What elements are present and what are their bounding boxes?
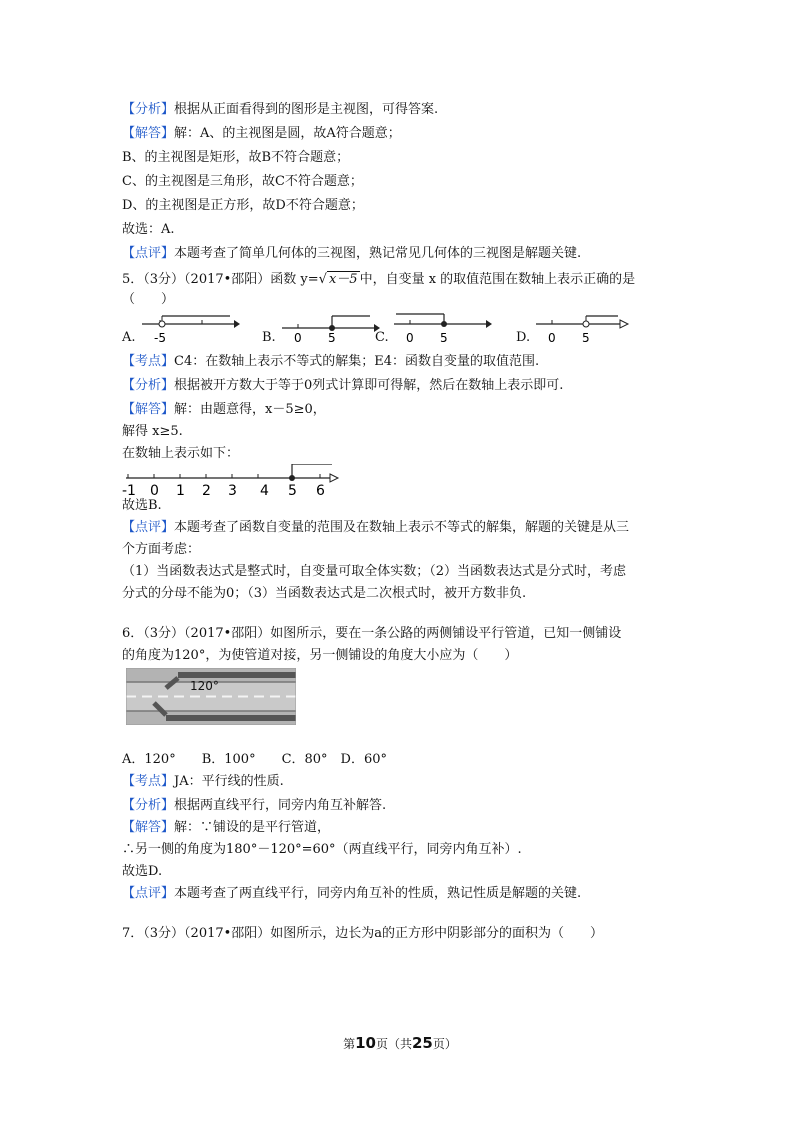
q4-comment: 【点评】本题考查了简单几何体的三视图，熟记常见几何体的三视图是解题关键. (122, 246, 582, 261)
q5-stem-paren: （ ） (122, 292, 175, 307)
page-footer: 第10页（共25页） (343, 1034, 457, 1052)
q6-point: 【考点】JA：平行线的性质. (122, 774, 284, 789)
answer-number-line (118, 464, 348, 500)
q4-solution: 【解答】解：A、的主视图是圆，故A符合题意； (122, 126, 401, 141)
q6-solution: 【解答】解：∵铺设的是平行管道， (122, 820, 331, 835)
road-pipe-photo (126, 668, 296, 725)
q5-solution-line: 在数轴上表示如下： (122, 446, 240, 461)
axis-tick-label: 5 (288, 483, 297, 499)
option-b-label: B. (262, 330, 276, 345)
axis-tick-label: 3 (228, 483, 237, 499)
q5-solution: 【解答】解：由题意得，x－5≥0， (122, 402, 326, 417)
q4-analysis: 【分析】根据从正面看得到的图形是主视图，可得答案. (122, 102, 439, 117)
q4-solution-line: B、的主视图是矩形，故B不符合题意； (122, 150, 350, 165)
q4-answer: 故选：A. (122, 222, 175, 237)
option-c-number-line (392, 308, 492, 346)
option-a-label: A. (122, 330, 136, 345)
tick-label: 5 (582, 331, 590, 345)
analysis-tag: 【分析】 (122, 378, 175, 393)
q5-point: 【考点】C4：在数轴上表示不等式的解集；E4：函数自变量的取值范围. (122, 354, 540, 369)
q7-stem: 7．（3分）（2017•邵阳）如图所示，边长为a的正方形中阴影部分的面积为（ ） (122, 926, 604, 941)
page-total: 25 (412, 1034, 433, 1052)
option-d-label: D. (516, 330, 531, 345)
option-a-number-line (140, 310, 240, 346)
tick-label: -5 (154, 331, 166, 345)
axis-tick-label: 1 (176, 483, 185, 499)
comment-tag: 【点评】 (122, 886, 175, 901)
page-number: 10 (355, 1034, 376, 1052)
option-c-label: C. (375, 330, 389, 345)
angle-label: 120° (190, 679, 219, 693)
tick-label: 5 (440, 331, 448, 345)
tick-label: 0 (294, 331, 302, 345)
q6-options: A．120° B．100° C．80° D．60° (122, 752, 388, 767)
analysis-tag: 【分析】 (122, 102, 175, 117)
axis-tick-label: 6 (316, 483, 325, 499)
tick-label: 0 (406, 331, 414, 345)
q5-stem: 5．（3分）（2017•邵阳）函数 y=√ x－5 中，自变量 x 的取值范围在数轴上表示正确的是 (122, 270, 635, 290)
point-tag: 【考点】 (122, 774, 175, 789)
q6-stem: 6．（3分）（2017•邵阳）如图所示，要在一条公路的两侧铺设平行管道，已知一侧铺设 (122, 626, 622, 641)
solution-tag: 【解答】 (122, 126, 175, 141)
q6-solution-line: ∴另一侧的角度为180°－120°=60°（两直线平行，同旁内角互补）. (122, 842, 522, 857)
tick-label: 5 (328, 331, 336, 345)
point-tag: 【考点】 (122, 354, 175, 369)
q5-answer: 故选B. (122, 498, 162, 513)
q6-stem-line: 的角度为120°，为使管道对接，另一侧铺设的角度大小应为（ ） (122, 648, 518, 663)
axis-tick-label: 4 (260, 483, 269, 499)
q5-comment-line: （1）当函数表达式是整式时，自变量可取全体实数；（2）当函数表达式是分式时，考虑 (122, 564, 627, 579)
axis-tick-label: -1 (122, 483, 136, 499)
solution-tag: 【解答】 (122, 820, 175, 835)
axis-tick-label: 2 (202, 483, 211, 499)
q6-analysis: 【分析】根据两直线平行，同旁内角互补解答. (122, 798, 387, 813)
tick-label: 0 (548, 331, 556, 345)
option-b-number-line (280, 310, 380, 346)
q5-analysis: 【分析】根据被开方数大于等于0列式计算即可得解，然后在数轴上表示即可. (122, 378, 564, 393)
q5-comment-line: 分式的分母不能为0；（3）当函数表达式是二次根式时，被开方数非负. (122, 586, 527, 601)
axis-tick-label: 0 (150, 483, 159, 499)
q5-solution-line: 解得 x≥5. (122, 424, 183, 439)
solution-tag: 【解答】 (122, 402, 175, 417)
q6-answer: 故选D. (122, 864, 163, 879)
q5-comment: 【点评】本题考查了函数自变量的范围及在数轴上表示不等式的解集，解题的关键是从三 (122, 520, 630, 535)
q5-comment-line: 个方面考虑： (122, 542, 201, 557)
sqrt-expression: √ x－5 (318, 272, 358, 287)
comment-tag: 【点评】 (122, 246, 175, 261)
analysis-tag: 【分析】 (122, 798, 175, 813)
q4-solution-line: D、的主视图是正方形，故D不符合题意； (122, 198, 364, 213)
comment-tag: 【点评】 (122, 520, 175, 535)
q4-solution-line: C、的主视图是三角形，故C不符合题意； (122, 174, 363, 189)
q6-comment: 【点评】本题考查了两直线平行，同旁内角互补的性质，熟记性质是解题的关键. (122, 886, 582, 901)
option-d-number-line (534, 310, 634, 346)
